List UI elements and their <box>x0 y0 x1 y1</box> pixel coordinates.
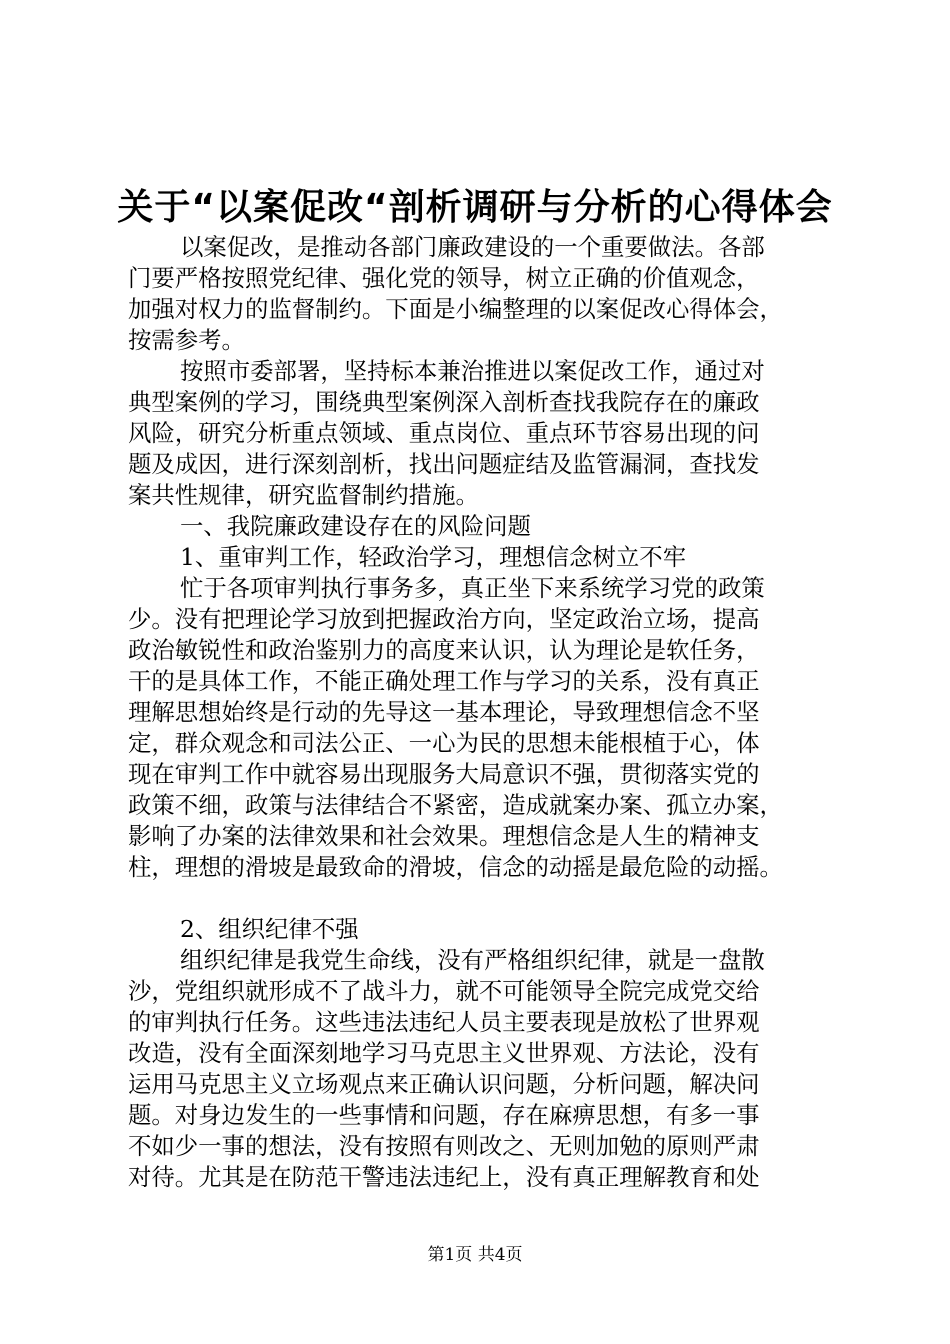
text-line: 组织纪律是我党生命线，没有严格组织纪律，就是一盘散 <box>180 946 765 974</box>
text-line: 改造，没有全面深刻地学习马克思主义世界观、方法论，没有 <box>128 1039 760 1067</box>
text-line: 的审判执行任务。这些违法违纪人员主要表现是放松了世界观 <box>128 1008 760 1036</box>
text-line: 门要严格按照党纪律、强化党的领导，树立正确的价值观念， <box>128 264 760 292</box>
text-line: 题。对身边发生的一些事情和问题，存在麻痹思想，有多一事 <box>128 1101 760 1129</box>
text-line: 按需参考。 <box>128 326 245 354</box>
text-line: 2、组织纪律不强 <box>180 915 359 943</box>
text-line: 忙于各项审判执行事务多，真正坐下来系统学习党的政策 <box>180 574 765 602</box>
document-body <box>128 232 838 1193</box>
text-line: 现在审判工作中就容易出现服务大局意识不强，贯彻落实党的 <box>128 760 760 788</box>
text-line: 加强对权力的监督制约。下面是小编整理的以案促改心得体会， <box>128 295 783 323</box>
text-line: 理解思想始终是行动的先导这一基本理论，导致理想信念不坚 <box>128 698 760 726</box>
text-line: 对待。尤其是在防范干警违法违纪上，没有真正理解教育和处 <box>128 1163 760 1191</box>
text-line: 政治敏锐性和政治鉴别力的高度来认识，认为理论是软任务， <box>128 636 760 664</box>
text-line: 少。没有把理论学习放到把握政治方向，坚定政治立场，提高 <box>128 605 760 633</box>
text-line: 定，群众观念和司法公正、一心为民的思想未能根植于心，体 <box>128 729 760 757</box>
text-line: 干的是具体工作，不能正确处理工作与学习的关系，没有真正 <box>128 667 760 695</box>
text-line: 一、我院廉政建设存在的风险问题 <box>180 512 531 540</box>
paragraph-gap <box>128 883 838 914</box>
text-line: 以案促改，是推动各部门廉政建设的一个重要做法。各部 <box>180 233 765 261</box>
text-line: 案共性规律，研究监督制约措施。 <box>128 481 479 509</box>
document-title: 关于“以案促改“剖析调研与分析的心得体会 <box>117 187 833 228</box>
text-line: 典型案例的学习，围绕典型案例深入剖析查找我院存在的廉政 <box>128 388 760 416</box>
text-line: 柱，理想的滑坡是最致命的滑坡，信念的动摇是最危险的动摇。 <box>128 853 783 881</box>
text-line: 1、重审判工作，轻政治学习，理想信念树立不牢 <box>180 543 687 571</box>
text-line: 政策不细，政策与法律结合不紧密，造成就案办案、孤立办案， <box>128 791 783 819</box>
text-line: 影响了办案的法律效果和社会效果。理想信念是人生的精神支 <box>128 822 760 850</box>
text-line: 不如少一事的想法，没有按照有则改之、无则加勉的原则严肃 <box>128 1132 760 1160</box>
text-line: 按照市委部署，坚持标本兼治推进以案促改工作，通过对 <box>180 357 765 385</box>
text-line: 风险，研究分析重点领域、重点岗位、重点环节容易出现的问 <box>128 419 760 447</box>
text-line: 题及成因，进行深刻剖析，找出问题症结及监管漏洞，查找发 <box>128 450 760 478</box>
text-line: 沙，党组织就形成不了战斗力，就不可能领导全院完成党交给 <box>128 977 760 1005</box>
text-line: 运用马克思主义立场观点来正确认识问题，分析问题，解决问 <box>128 1070 760 1098</box>
page-footer: 第1页 共4页 <box>427 1245 523 1265</box>
